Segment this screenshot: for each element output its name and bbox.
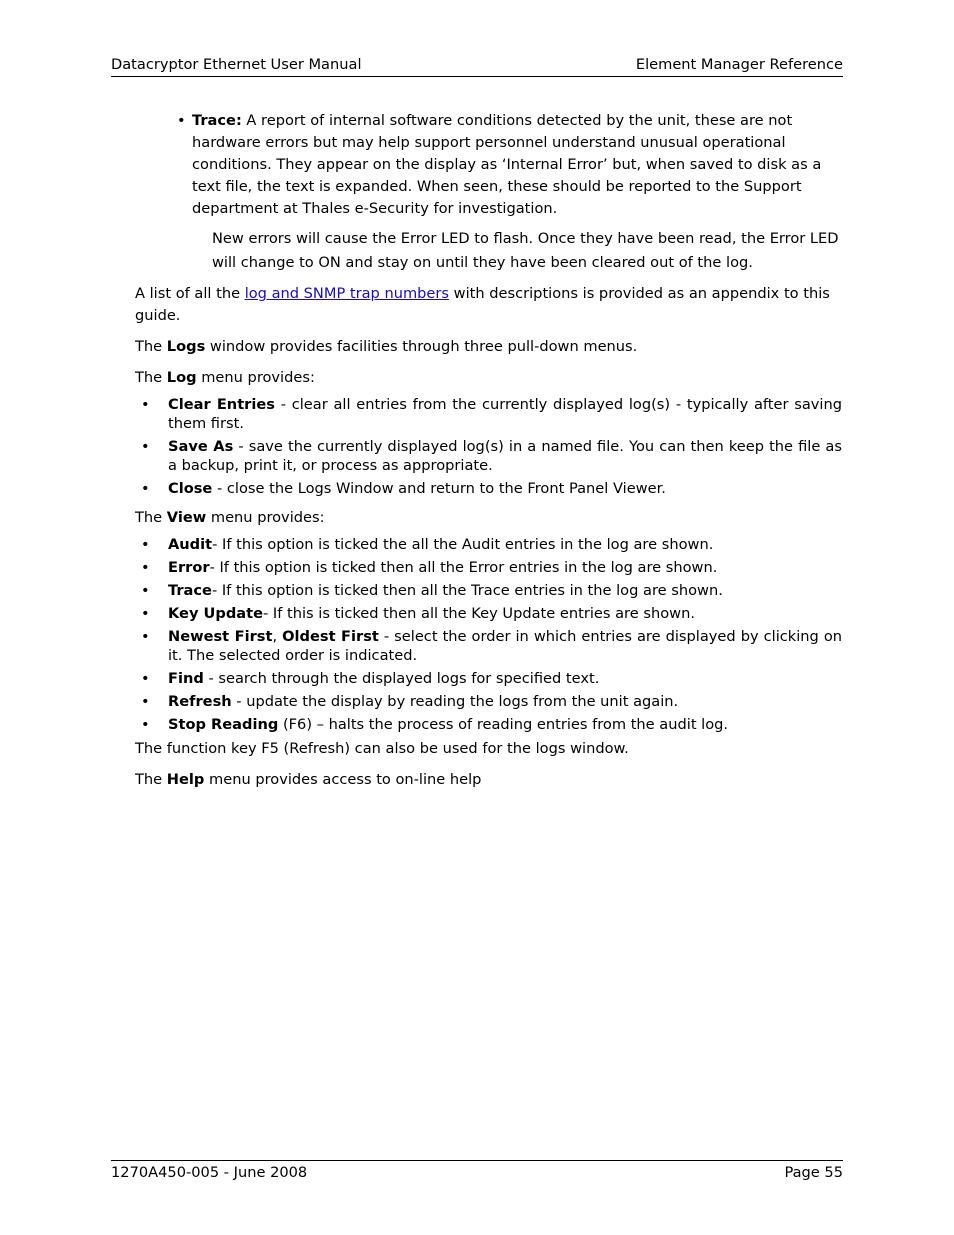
item-text: - select the order in which entries are displayed by clicking on it. The selected order is indicated. (168, 628, 842, 664)
bullet-icon: • (141, 628, 150, 645)
item-bold: Close (168, 480, 213, 497)
list-item (135, 692, 842, 711)
bullet-icon: • (141, 396, 150, 413)
bullet-icon: • (141, 582, 150, 599)
bullet-icon: • (141, 559, 150, 576)
list-item (135, 535, 842, 554)
item-text: - If this option is ticked the all the Audit entries in the log are shown. (212, 536, 714, 553)
item-separator: , (272, 628, 283, 645)
list-item (135, 479, 842, 498)
item-bold: Key Update (168, 605, 264, 622)
appendix-text-before: A list of all the (135, 285, 245, 302)
item-text: - save the currently displayed log(s) in a named file. You can then keep the file as a backup, print it, or process as appropriate. (168, 438, 842, 474)
item-bold: Audit (168, 536, 213, 553)
bullet-icon: • (141, 536, 150, 553)
log-menu-intro (135, 367, 842, 389)
trace-label: Trace: (192, 112, 242, 129)
trace-text: A report of internal software conditions detected by the unit, these are not hardware errors but may help support personnel understand unusual operational conditions. They appear on the display as ‘Internal Error’ but, when saved to disk as a text file, the text is expanded. When seen, these should be reported to the Support department at Thales e-Security for investigation. (192, 112, 822, 217)
logs-window-bold: Logs (166, 338, 206, 355)
help-menu-after: menu provides access to on-line help (204, 771, 482, 788)
item-text: - update the display by reading the logs from the unit again. (231, 693, 679, 710)
help-menu-before: The (135, 771, 167, 788)
log-menu-intro-before: The (135, 369, 167, 386)
view-menu-intro-after: menu provides: (206, 509, 325, 526)
function-key-paragraph: The function key F5 (Refresh) can also be used for the logs window. (135, 740, 629, 757)
led-note: New errors will cause the Error LED to flash. Once they have been read, the Error LED will change to ON and stay on until they have been cleared out of the log. (212, 230, 839, 271)
help-menu-paragraph (135, 769, 842, 791)
item-bold: Newest First (168, 628, 273, 645)
item-bold: Refresh (168, 693, 232, 710)
item-text: - If this option is ticked then all the Trace entries in the log are shown. (211, 582, 723, 599)
item-text: - If this is ticked then all the Key Update entries are shown. (263, 605, 695, 622)
item-bold-second: Oldest First (282, 628, 379, 645)
bullet-icon: • (141, 670, 150, 687)
log-snmp-trap-link[interactable]: log and SNMP trap numbers (244, 285, 450, 302)
item-text: - close the Logs Window and return to the Front Panel Viewer. (212, 480, 666, 497)
log-menu-list (135, 395, 842, 498)
list-item (135, 558, 842, 577)
page-body (135, 110, 842, 791)
appendix-text-after: with descriptions is provided as an appendix to this guide. (135, 285, 830, 324)
page-footer (111, 1160, 843, 1181)
view-menu-intro-bold: View (166, 509, 207, 526)
list-item (135, 715, 842, 734)
item-bold: Clear Entries (168, 396, 275, 413)
list-item (135, 437, 842, 475)
list-item (135, 395, 842, 433)
footer-document-id: 1270A450-005 - June 2008 (111, 1164, 308, 1181)
item-text: - If this option is ticked then all the Error entries in the log are shown. (209, 559, 718, 576)
log-menu-intro-bold: Log (166, 369, 197, 386)
list-item (135, 604, 842, 623)
item-bold: Save As (168, 438, 234, 455)
view-menu-intro (135, 507, 842, 529)
item-bold: Stop Reading (168, 716, 279, 733)
footer-page-number: Page 55 (784, 1164, 843, 1181)
list-item (135, 581, 842, 600)
header-section-title: Element Manager Reference (635, 56, 843, 73)
header-document-title: Datacryptor Ethernet User Manual (111, 56, 362, 73)
appendix-paragraph (135, 283, 842, 327)
logs-window-paragraph (135, 336, 842, 358)
logs-window-before: The (135, 338, 167, 355)
view-menu-list (135, 535, 842, 734)
list-item (135, 669, 842, 688)
bullet-icon: • (141, 480, 150, 497)
help-menu-bold: Help (166, 771, 205, 788)
logs-window-after: window provides facilities through three pull-down menus. (205, 338, 638, 355)
item-bold: Trace (168, 582, 212, 599)
log-menu-intro-after: menu provides: (196, 369, 315, 386)
item-text: (F6) – halts the process of reading entries from the audit log. (278, 716, 729, 733)
item-bold: Find (168, 670, 204, 687)
view-menu-intro-before: The (135, 509, 167, 526)
page-header (111, 56, 843, 77)
item-text: - clear all entries from the currently displayed log(s) - typically after saving them first. (168, 396, 842, 432)
item-bold: Error (168, 559, 210, 576)
bullet-icon: • (177, 112, 186, 129)
list-item (135, 627, 842, 665)
bullet-icon: • (141, 605, 150, 622)
trace-bullet-item (177, 110, 842, 220)
bullet-icon: • (141, 693, 150, 710)
bullet-icon: • (141, 716, 150, 733)
item-text: - search through the displayed logs for specified text. (203, 670, 600, 687)
bullet-icon: • (141, 438, 150, 455)
